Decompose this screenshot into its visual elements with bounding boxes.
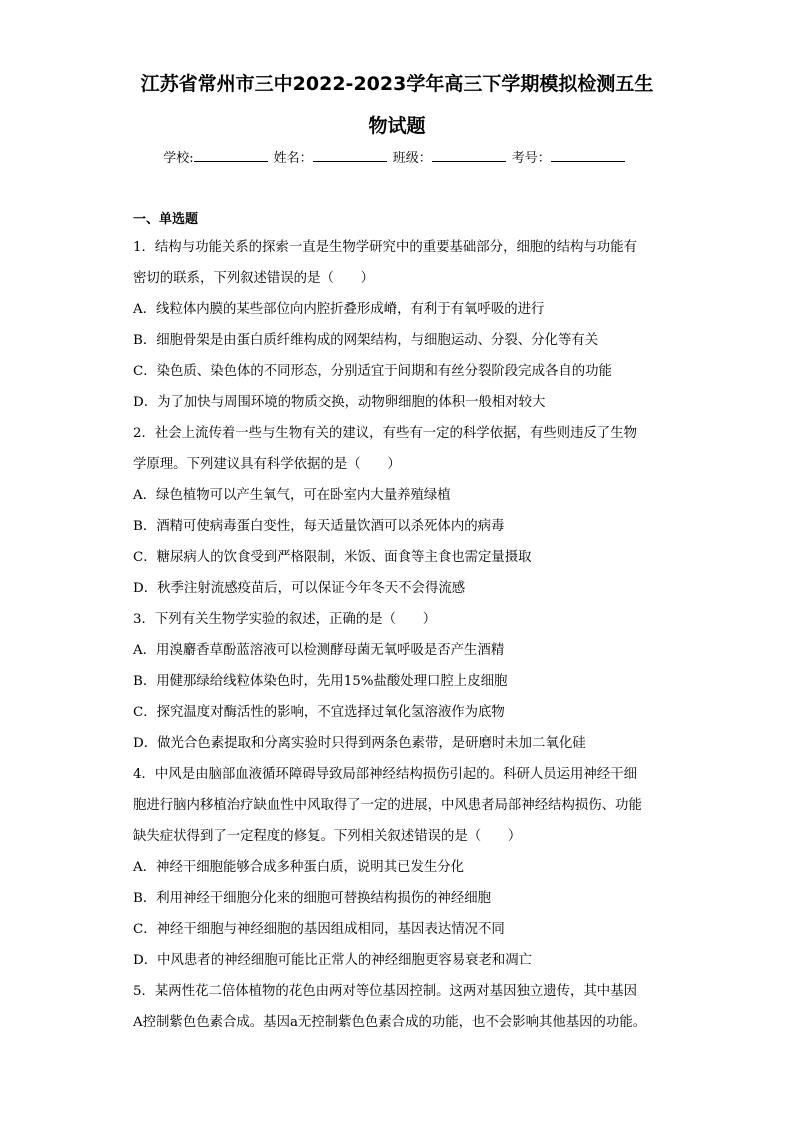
question-2-line-1: 2．社会上流传着一些与生物有关的建议，有些有一定的科学依据，有些则违反了生物 [133,426,637,441]
question-2-option-b: B．酒精可使病毒蛋白变性，每天适量饮酒可以杀死体内的病毒 [133,519,505,534]
question-2-option-a: A．绿色植物可以产生氧气，可在卧室内大量养殖绿植 [133,488,451,503]
question-3-line-1: 3．下列有关生物学实验的叙述，正确的是（ ） [133,612,437,627]
question-2-line-2: 学原理。下列建议具有科学依据的是（ ） [133,457,401,472]
class-blank[interactable] [432,149,506,162]
name-label: 姓名： [273,151,313,166]
name-blank[interactable] [313,149,387,162]
student-info-row [0,147,794,166]
class-label: 班级： [392,151,432,166]
exam-number-blank[interactable] [551,149,625,162]
question-5-line-1: 5．某两性花二倍体植物的花色由两对等位基因控制。这两对基因独立遗传，其中基因 [133,984,637,999]
question-1-line-1: 1．结构与功能关系的探索一直是生物学研究中的重要基础部分，细胞的结构与功能有 [133,240,637,255]
exam-number-label: 考号： [511,151,551,166]
school-label: 学校: [163,151,194,166]
question-2-option-d: D．秋季注射流感疫苗后，可以保证今年冬天不会得流感 [133,581,466,596]
question-1-line-2: 密切的联系，下列叙述错误的是（ ） [133,271,375,286]
question-2-option-c: C．糖尿病人的饮食受到严格限制，米饭、面食等主食也需定量摄取 [133,550,532,565]
question-3-option-c: C．探究温度对酶活性的影响，不宜选择过氧化氢溶液作为底物 [133,705,505,720]
question-4-option-b: B．利用神经干细胞分化来的细胞可替换结构损伤的神经细胞 [133,891,491,906]
question-1-option-d: D．为了加快与周围环境的物质交换，动物卵细胞的体积一般相对较大 [133,395,546,410]
question-4-line-2: 胞进行脑内移植治疗缺血性中风取得了一定的进展，中风患者局部神经结构损伤、功能 [133,798,642,813]
exam-title-line-2: 物试题 [368,115,426,137]
question-4-option-a: A．神经干细胞能够合成多种蛋白质，说明其已发生分化 [133,860,465,875]
question-4-line-3: 缺失症状得到了一定程度的修复。下列相关叙述错误的是（ ） [133,829,522,844]
school-blank[interactable] [194,149,268,162]
question-3-option-d: D．做光合色素提取和分离实验时只得到两条色素带，是研磨时未加二氧化硅 [133,736,586,751]
question-4-option-c: C．神经干细胞与神经细胞的基因组成相同，基因表达情况不同 [133,922,505,937]
question-1-option-b: B．细胞骨架是由蛋白质纤维构成的网架结构，与细胞运动、分裂、分化等有关 [133,333,599,348]
section-heading: 一、单选题 [133,212,199,227]
exam-title-line-1: 江苏省常州市三中2022-2023学年高三下学期模拟检测五生 [140,73,654,95]
question-3-option-b: B．用健那绿给线粒体染色时，先用15%盐酸处理口腔上皮细胞 [133,674,508,689]
question-1-option-c: C．染色质、染色体的不同形态，分别适宜于间期和有丝分裂阶段完成各自的功能 [133,364,612,379]
question-3-option-a: A．用溴麝香草酚蓝溶液可以检测酵母菌无氧呼吸是否产生酒精 [133,643,505,658]
question-5-line-2: A控制紫色色素合成。基因a无控制紫色色素合成的功能，也不会影响其他基因的功能。 [133,1015,647,1030]
question-4-line-1: 4．中风是由脑部血液循环障碍导致局部神经结构损伤引起的。科研人员运用神经干细 [133,767,637,782]
question-4-option-d: D．中风患者的神经细胞可能比正常人的神经细胞更容易衰老和凋亡 [133,953,533,968]
question-1-option-a: A．线粒体内膜的某些部位向内腔折叠形成嵴，有利于有氧呼吸的进行 [133,302,545,317]
